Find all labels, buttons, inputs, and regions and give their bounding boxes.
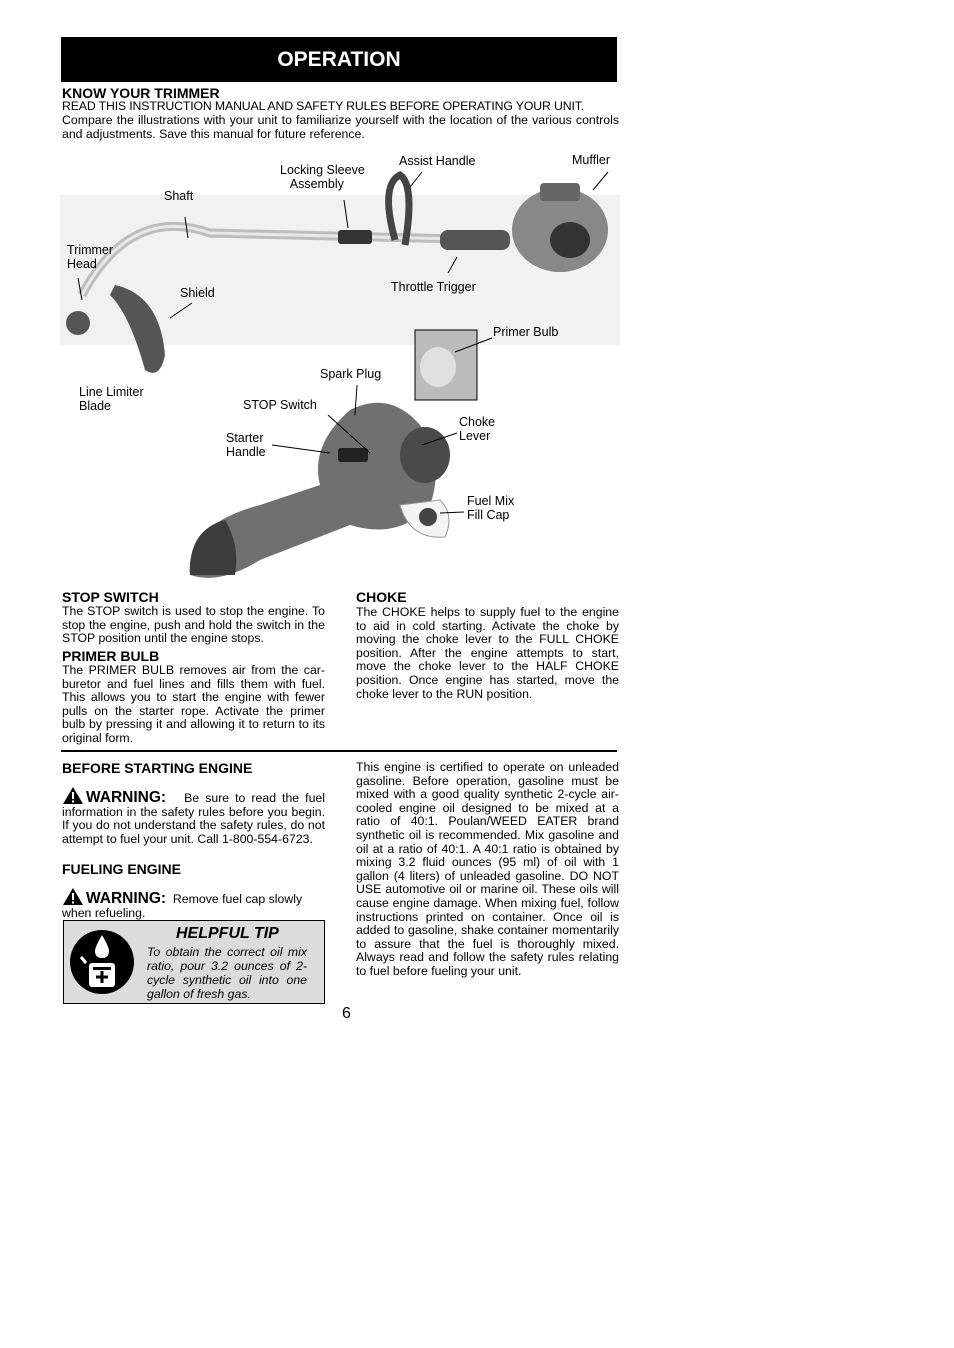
warning-label: WARNING: — [86, 789, 167, 806]
tip-title: HELPFUL TIP — [176, 925, 279, 942]
helpful-tip-box — [63, 920, 325, 1004]
trimmer-illustration — [60, 145, 620, 585]
primer-bulb-heading: PRIMER BULB — [62, 648, 160, 664]
know-text: Compare the illustrations with your unit to familiarize yourself with the location of the various controls and adjustments. Save this manual for future reference. — [62, 113, 619, 141]
before-starting-warning — [62, 786, 325, 846]
before-starting-heading: BEFORE STARTING ENGINE — [62, 760, 253, 776]
label-choke-lever: Choke Lever — [459, 415, 496, 443]
stop-switch-heading: STOP SWITCH — [62, 589, 159, 605]
label-stop-switch: STOP Switch — [243, 398, 317, 412]
primer-bulb-drawing — [420, 347, 456, 387]
label-fuel-cap: Fuel Mix Fill Cap — [467, 494, 515, 522]
stop-switch-text: The STOP switch is used to stop the engine. To stop the engine, push and hold the switch in the STOP position until the engine stops. — [62, 604, 325, 646]
choke-housing-drawing — [400, 427, 450, 483]
tip-text: To obtain the correct oil mix ratio, pour 3.2 ounces of 2-cycle synthetic oil into one gallon of fresh gas. — [147, 945, 307, 1001]
starter-handle-drawing — [338, 448, 368, 462]
muffler-drawing — [540, 183, 580, 201]
label-muffler: Muffler — [572, 153, 610, 167]
rear-grip-drawing — [190, 520, 236, 575]
fuel-cap-drawing — [419, 508, 437, 526]
label-starter-handle: Starter Handle — [226, 431, 266, 459]
fuel-can-icon — [69, 929, 135, 995]
choke-text: The CHOKE helps to supply fuel to the engine to aid in cold starting. Activate the choke by moving the choke lever to the FULL CHOKE position. After the engine attempts to start, move the choke lever to the HALF CHOKE position. Once engine has started, move the choke lever to the RUN position. — [356, 605, 619, 701]
engine-recoil-drawing — [550, 222, 590, 258]
page-title: OPERATION — [61, 37, 617, 82]
locking-sleeve-drawing — [338, 230, 372, 244]
label-shaft: Shaft — [164, 189, 194, 203]
fuel-info-text: This engine is certified to operate on unleaded gasoline. Before operation, gasoline must be mixed with a good quality synthetic 2-cycle air-cooled engine oil designed to be mixed at a ratio of 40:1. Poulan/WEED EATER brand synthetic oil is recommended. Mix gasoline and oil at a ratio of 40:1. A 40:1 ratio is obtained by mixing 3.2 fluid ounces (95 ml) of oil with 1 gallon (4 liters) of unleaded gasoline. DO NOT USE automotive oil or marine oil. These oils will cause engine damage. When mixing fuel, follow instructions printed on container. Once oil is added to gasoline, shake container momentarily to assure that the fuel is thoroughly mixed. Always read and follow the safety rules relating to fuel before fueling your unit. — [356, 760, 619, 978]
warning-label: WARNING: — [86, 890, 167, 907]
know-text-caps: READ THIS INSTRUCTION MANUAL AND SAFETY RULES BEFORE OPERATING YOUR UNIT. — [62, 99, 585, 113]
warning-text: Remove fuel cap slowly when refueling. — [62, 892, 303, 920]
label-throttle-trigger: Throttle Trigger — [391, 280, 476, 294]
label-shield: Shield — [180, 286, 215, 300]
label-spark-plug: Spark Plug — [320, 367, 382, 381]
label-trimmer-head: Trimmer Head — [67, 243, 114, 271]
label-primer-bulb: Primer Bulb — [493, 325, 559, 339]
label-locking-sleeve: Locking Sleeve Assembly — [280, 163, 365, 191]
trimmer-head-drawing — [66, 311, 90, 335]
label-assist-handle: Assist Handle — [399, 154, 476, 168]
warning-icon — [62, 887, 84, 906]
choke-heading: CHOKE — [356, 589, 407, 605]
fueling-warning — [62, 887, 325, 920]
warning-icon — [62, 786, 84, 805]
fueling-heading: FUELING ENGINE — [62, 861, 182, 877]
page-number: 6 — [342, 1005, 351, 1022]
primer-bulb-text: The PRIMER BULB removes air from the car-buretor and fuel lines and fills them with fuel. This allows you to start the engine with fewer pulls on the starter rope. Activate the primer bulb by pressing it and allowing it to return to its original form. — [62, 663, 325, 745]
label-line-limiter: Line Limiter Blade — [79, 385, 144, 413]
section-divider — [61, 750, 617, 752]
warning-text: Be sure to read the fuel information in the safety rules before you begin. If you do not understand the safety rules, do not attempt to fuel your unit. Call 1-800-554-6723. — [62, 791, 325, 846]
throttle-handle-drawing — [440, 230, 510, 250]
know-your-trimmer-heading: KNOW YOUR TRIMMER — [62, 85, 220, 101]
